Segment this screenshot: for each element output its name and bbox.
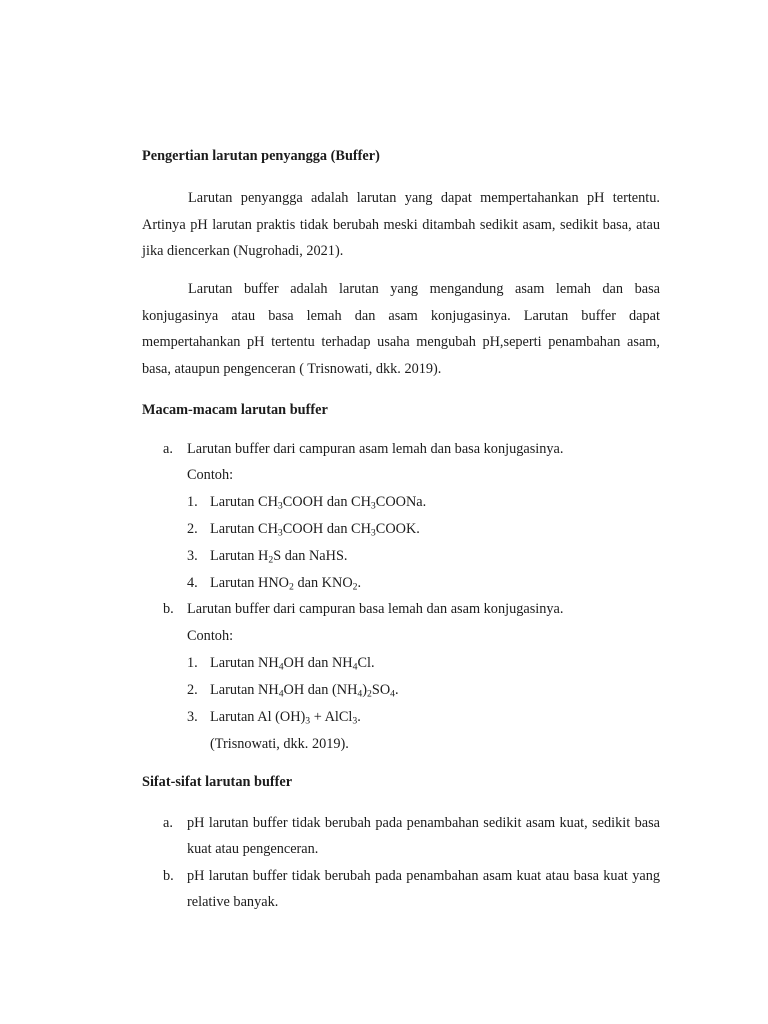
section-heading-types: Macam-macam larutan buffer bbox=[142, 402, 328, 418]
subscript: 3 bbox=[370, 527, 376, 539]
example-label: Contoh: bbox=[187, 467, 234, 483]
subscript: 2 bbox=[367, 688, 372, 700]
property-text: pH larutan buffer tidak berubah pada penambahan sedikit asam kuat, sedikit basa kuat atau pengenceran. bbox=[187, 815, 660, 858]
example-label: Contoh: bbox=[187, 628, 234, 644]
subscript: 4 bbox=[278, 688, 284, 700]
subscript: 4 bbox=[357, 688, 363, 700]
subscript: 2 bbox=[268, 554, 274, 566]
formula-text: Larutan $CH_3COOH$ dan $CH_3COONa$. bbox=[210, 494, 427, 512]
property-text: pH larutan buffer tidak berubah pada penambahan asam kuat atau basa kuat yang relative banyak. bbox=[187, 868, 660, 911]
definition-paragraph-1: Larutan penyangga adalah larutan yang dapat mempertahankan pH tertentu. Artinya pH larutan praktis tidak berubah meski ditambah sedikit asam, sedikit basa, atau jika diencerkan (Nugrohadi, 2021). bbox=[142, 190, 660, 260]
subscript: 2 bbox=[352, 581, 358, 593]
subscript: 4 bbox=[352, 661, 358, 673]
section-heading-properties: Sifat-sifat larutan buffer bbox=[142, 774, 293, 790]
list-marker: 1. bbox=[187, 494, 198, 510]
section-heading-definition: Pengertian larutan penyangga (Buffer) bbox=[142, 148, 380, 164]
list-marker: b. bbox=[163, 601, 174, 617]
formula-text: Larutan $NH_4OH$ dan $(NH_4)_2SO_4$. bbox=[210, 682, 399, 700]
subscript: 3 bbox=[370, 500, 376, 512]
formula-text: Larutan $CH_3COOH$ dan $CH_3COOK$. bbox=[210, 521, 420, 539]
list-marker: b. bbox=[163, 868, 174, 884]
citation: (Trisnowati, dkk. 2019). bbox=[210, 736, 349, 752]
formula-text: Larutan $NH_4OH$ dan $NH_4Cl$. bbox=[210, 655, 375, 673]
formula-text: Larutan $HNO_2$ dan $KNO_2$. bbox=[210, 575, 362, 593]
formula-text: Larutan Al $(OH)_3$ + AlCl$_3$. bbox=[210, 709, 361, 727]
subscript: 3 bbox=[277, 500, 283, 512]
list-item-text: Larutan buffer dari campuran basa lemah dan asam konjugasinya. bbox=[187, 601, 564, 617]
subscript: 4 bbox=[278, 661, 284, 673]
subscript: 4 bbox=[390, 688, 396, 700]
list-marker: 3. bbox=[187, 548, 198, 564]
list-marker: 4. bbox=[187, 575, 198, 591]
definition-paragraph-2: Larutan buffer adalah larutan yang mengandung asam lemah dan basa konjugasinya atau basa lemah dan asam konjugasinya. Larutan buffer dapat mempertahankan pH tertentu terhadap usaha mengubah pH,seperti penambahan asam, basa, ataupun pengenceran ( Trisnowati, dkk. 2019). bbox=[142, 281, 660, 378]
list-marker: 2. bbox=[187, 521, 198, 537]
list-marker: 3. bbox=[187, 709, 198, 725]
list-item-text: Larutan buffer dari campuran asam lemah dan basa konjugasinya. bbox=[187, 441, 564, 457]
formula-text: Larutan $H_2S$ dan NaHS. bbox=[210, 548, 348, 566]
list-marker: a. bbox=[163, 815, 173, 831]
subscript: 2 bbox=[289, 581, 294, 593]
list-marker: a. bbox=[163, 441, 173, 457]
list-marker: 1. bbox=[187, 655, 198, 671]
list-marker: 2. bbox=[187, 682, 198, 698]
subscript: 3 bbox=[352, 715, 358, 727]
subscript: 3 bbox=[305, 715, 311, 727]
subscript: 3 bbox=[277, 527, 283, 539]
